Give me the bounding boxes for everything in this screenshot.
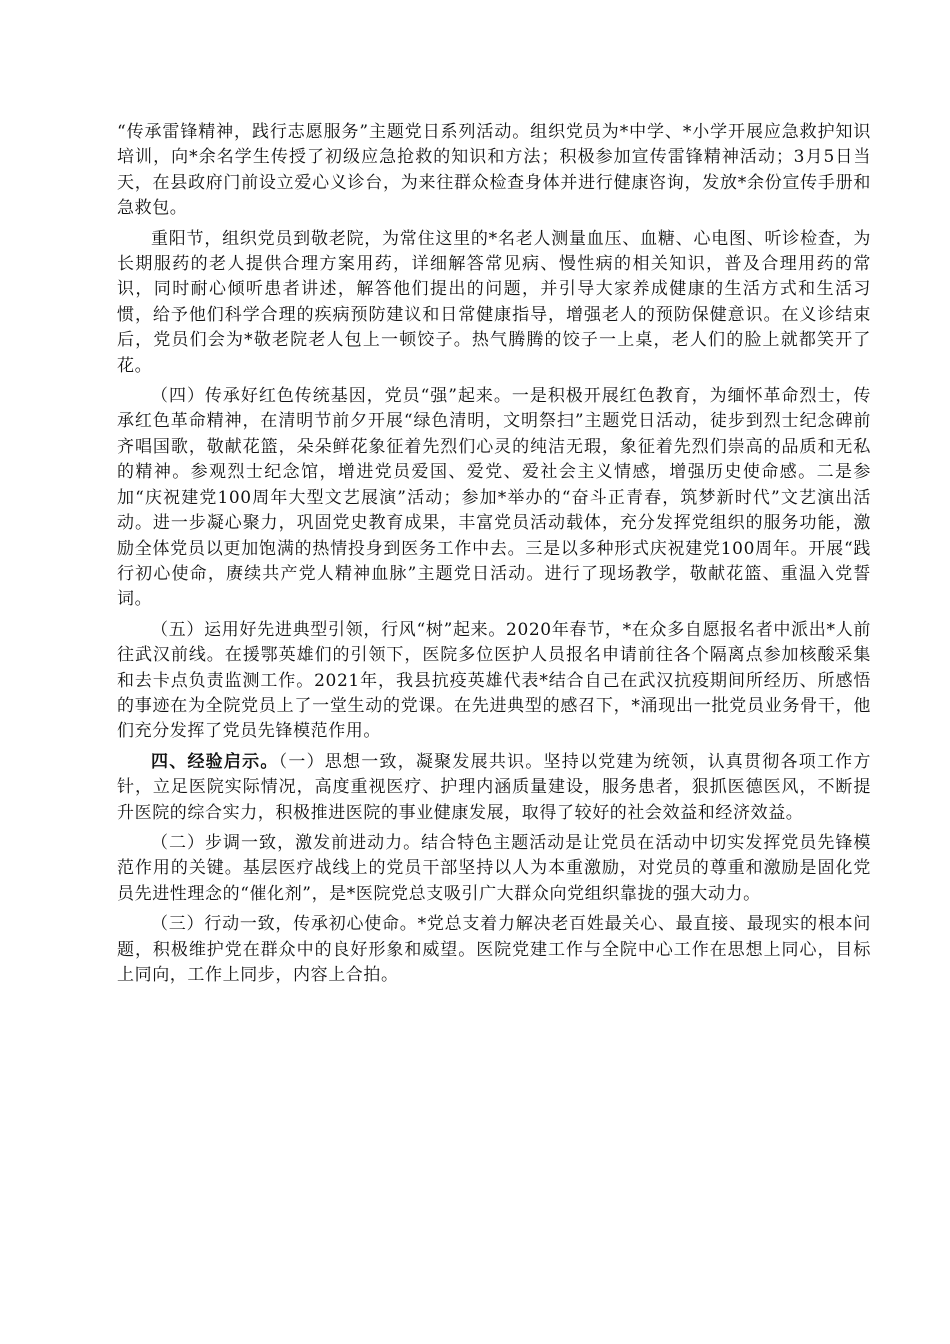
section-heading: 四、经验启示。: [151, 751, 279, 772]
paragraph-unified-pace: [117, 831, 871, 907]
document-body: [117, 120, 871, 993]
paragraph-unified-action: [117, 912, 871, 988]
paragraph-text: （四）传承好红色传统基因，党员“强”起来。一是积极开展红色教育，为缅怀革命烈士，传承红色革命精神，在清明节前夕开展“绿色清明，文明祭扫”主题党日活动，徒步到烈士纪念碑前齐唱国歌，敬献花篮，朵朵鲜花象征着先烈们心灵的纯洁无瑕，象征着先烈们崇高的品质和无私的精神。参观烈士纪念馆，增进党员爱国、爱党、爱社会主义情感，增强历史使命感。二是参加“庆祝建党100周年大型文艺展演”活动；参加*举办的“奋斗正青春，筑梦新时代”文艺演出活动。进一步凝心聚力，巩固党史教育成果，丰富党员活动载体，充分发挥党组织的服务功能，激励全体党员以更加饱满的热情投身到医务工作中去。三是以多种形式庆祝建党100周年。开展“践行初心使命，赓续共产党人精神血脉”主题党日活动。进行了现场教学，敬献花篮、重温入党誓词。: [117, 386, 871, 610]
paragraph-advanced-models: [117, 618, 871, 745]
paragraph-volunteer-service: [117, 120, 871, 222]
paragraph-red-tradition: [117, 384, 871, 613]
paragraph-text: （一）思想一致，凝聚发展共识。坚持以党建为统领，认真贯彻各项工作方针，立足医院实际情况，高度重视医疗、护理内涵质量建设，服务患者，狠抓医德医风，不断提升医院的综合实力，积极推进医院的事业健康发展，取得了较好的社会效益和经济效益。: [117, 751, 871, 823]
paragraph-text: 重阳节，组织党员到敬老院，为常住这里的*名老人测量血压、血糖、心电图、听诊检查，为长期服药的老人提供合理方案用药，详细解答常见病、慢性病的相关知识，普及合理用药的常识，同时耐心倾听患者讲述，解答他们提出的问题，并引导大家养成健康的生活方式和生活习惯，给予他们科学合理的疾病预防建议和日常健康指导，增强老人的预防保健意识。在义诊结束后，党员们会为*敬老院老人包上一顿饺子。热气腾腾的饺子一上桌，老人们的脸上就都笑开了花。: [117, 228, 871, 376]
paragraph-text: （三）行动一致，传承初心使命。*党总支着力解决老百姓最关心、最直接、最现实的根本问题，积极维护党在群众中的良好形象和威望。医院党建工作与全院中心工作在思想上同心，目标上同向，工作上同步，内容上合拍。: [117, 914, 871, 985]
paragraph-double-ninth-festival: [117, 227, 871, 379]
paragraph-text: “传承雷锋精神，践行志愿服务”主题党日系列活动。组织党员为*中学、*小学开展应急救护知识培训，向*余名学生传授了初级应急抢救的知识和方法；积极参加宣传雷锋精神活动；3月5日当天，在县政府门前设立爱心义诊台，为来往群众检查身体并进行健康咨询，发放*余份宣传手册和急救包。: [117, 122, 871, 219]
paragraph-text: （二）步调一致，激发前进动力。结合特色主题活动是让党员在活动中切实发挥党员先锋模范作用的关键。基层医疗战线上的党员干部坚持以人为本重激励，对党员的尊重和激励是固化党员先进性理念的“催化剂”，是*医院党总支吸引广大群众向党组织靠拢的强大动力。: [117, 832, 871, 904]
paragraph-text: （五）运用好先进典型引领，行风“树”起来。2020年春节，*在众多自愿报名者中派出*人前往武汉前线。在援鄂英雄们的引领下，医院多位医护人员报名申请前往各个隔离点参加核酸采集和去卡点负责监测工作。2021年，我县抗疫英雄代表*结合自己在武汉抗疫期间所经历、所感悟的事迹在为全院党员上了一堂生动的党课。在先进典型的感召下，*涌现出一批党员业务骨干，他们充分发挥了党员先锋模范作用。: [117, 619, 871, 742]
paragraph-experience-insights: [117, 750, 871, 826]
